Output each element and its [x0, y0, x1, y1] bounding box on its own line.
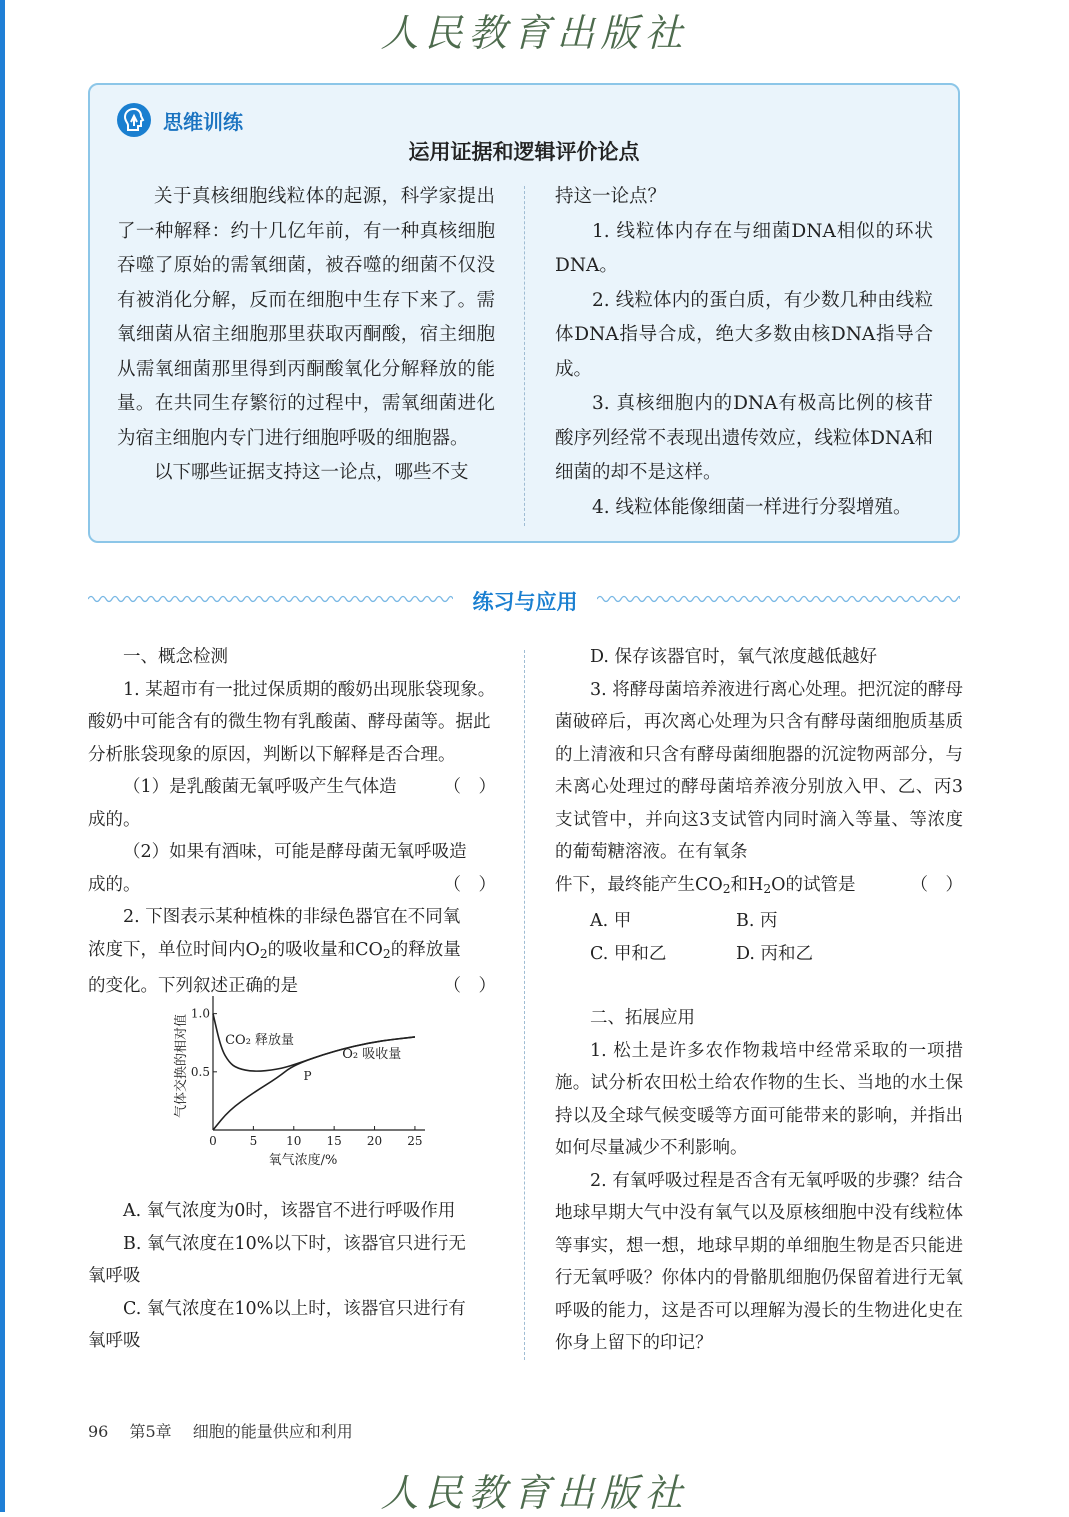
evidence-item: 1. 线粒体内存在与细菌DNA相似的环状DNA。	[555, 220, 933, 276]
thinking-paragraph: 以下哪些证据支持这一论点，哪些不支	[154, 462, 469, 483]
thinking-right-line: 持这一论点？	[555, 186, 667, 207]
y-tick-label: 0.5	[190, 1064, 210, 1079]
x-tick-label: 20	[366, 1134, 383, 1148]
q3-option-d: D. 丙和乙	[736, 943, 814, 964]
q3-option-c: C. 甲和乙	[590, 943, 667, 964]
section-heading: 二、拓展应用	[590, 1008, 695, 1029]
question-2-stem-cont: 浓度下，单位时间内$O_2$的吸收量和$CO_2$的释放量	[88, 939, 461, 961]
page-number: 96	[88, 1422, 109, 1441]
publisher-logo-bottom: 人民教育出版社	[380, 1471, 689, 1515]
q3-option-b: B. 丙	[736, 911, 778, 932]
x-tick-label: 0	[209, 1134, 217, 1148]
thinking-training-label: 思维训练	[163, 110, 243, 134]
practice-left-column	[88, 641, 496, 1003]
option-d: D. 保存该器官时，氧气浓度越低越好	[590, 647, 878, 667]
option-b-cont: 氧呼吸	[88, 1266, 141, 1286]
practice-column-divider	[524, 650, 525, 1360]
answer-parenthesis: （ ）	[443, 777, 496, 797]
question-1-stem: 1. 某超市有一批过保质期的酸奶出现胀袋现象。酸奶中可能含有的微生物有乳酸菌、酵母菌等。据此分析胀袋现象的原因，判断以下解释是否合理。	[88, 679, 496, 765]
header-wave-left	[88, 592, 453, 606]
o2-series-label: O₂ 吸收量	[342, 1046, 402, 1062]
question-1-part-2: （2）如果有酒味，可能是酵母菌无氧呼吸造	[123, 842, 467, 862]
thinking-column-divider	[524, 186, 525, 526]
extension-question-1: 1. 松土是许多农作物栽培中经常采取的一项措施。试分析农田松土给农作物的生长、当地的水土保持以及全球气候变暖等方面可能带来的影响，并指出如何尽量减少不利影响。	[555, 1040, 963, 1159]
evidence-item: 3. 真核细胞内的DNA有极高比例的核苷酸序列经常不表现出遗传效应，线粒体DNA和细菌的却不是这样。	[555, 393, 933, 483]
thinking-paragraph: 关于真核细胞线粒体的起源，科学家提出了一种解释：约十几亿年前，有一种真核细胞吞噬了原始的需氧细菌，被吞噬的细菌不仅没有被消化分解，反而在细胞中生存下来了。需氧细菌从宿主细胞那里获取丙酮酸，宿主细胞从需氧细菌那里得到丙酮酸氧化分解释放的能量。在共同生存繁衍的过程中，需氧细菌进化为宿主细胞内专门进行细胞呼吸的细胞器。	[117, 186, 495, 449]
answer-parenthesis: （ ）	[443, 976, 496, 997]
oxygen-exchange-chart	[165, 990, 435, 1170]
question-3-stem: 3. 将酵母菌培养液进行离心处理。把沉淀的酵母菌破碎后，再次离心处理为只含有酵母菌细胞质基质的上清液和只含有酵母菌细胞器的沉淀物两部分，与未离心处理过的酵母菌培养液分别放入甲、乙、丙3支试管中，并向这3支试管内同时滴入等量、等浓度的葡萄糖溶液。在有氧条	[555, 679, 963, 862]
point-p-label: P	[303, 1068, 312, 1083]
x-tick-label: 15	[326, 1134, 342, 1148]
option-a: A. 氧气浓度为0时，该器官不进行呼吸作用	[123, 1201, 456, 1221]
y-axis-label: 气体交换的相对值	[174, 1013, 189, 1119]
practice-section-title: 练习与应用	[472, 590, 578, 614]
co2-series-label: CO₂ 释放量	[225, 1032, 295, 1048]
left-edge-bar	[0, 0, 5, 1512]
question-3-options-row-2	[555, 938, 963, 971]
question-2-options	[88, 1195, 496, 1358]
x-axis-label: 氧气浓度/%	[268, 1153, 338, 1168]
question-1-part-2-cont: 成的。 （ ）	[88, 869, 496, 902]
thinking-right-column	[555, 180, 933, 525]
question-1-part-1: （1）是乳酸菌无氧呼吸产生气体造成的。 （ ）	[88, 771, 496, 836]
practice-right-column	[555, 641, 963, 1360]
question-3-options-row-1	[555, 905, 963, 938]
thinking-title: 运用证据和逻辑评价论点	[408, 140, 640, 164]
x-tick-label: 25	[407, 1134, 423, 1148]
evidence-item: 2. 线粒体内的蛋白质，有少数几种由线粒体DNA指导合成，绝大多数由核DNA指导合成。	[555, 289, 933, 380]
q3-option-a: A. 甲	[590, 911, 632, 932]
option-c-cont: 氧呼吸	[88, 1331, 141, 1351]
answer-parenthesis: （ ）	[910, 874, 963, 895]
chapter-number: 第5章	[129, 1422, 172, 1441]
page-footer	[88, 1419, 369, 1442]
question-2-stem: 2. 下图表示某种植株的非绿色器官在不同氧	[123, 907, 461, 927]
option-c: C. 氧气浓度在10%以上时，该器官只进行有	[123, 1298, 466, 1319]
header-wave-right	[597, 592, 960, 606]
section-heading: 一、概念检测	[123, 647, 228, 667]
extension-question-2: 2. 有氧呼吸过程是否含有无氧呼吸的步骤？结合地球早期大气中没有氧气以及原核细胞中没有线粒体等事实，想一想，地球早期的单细胞生物是否只能进行无氧呼吸？你体内的骨骼肌细胞仍保留着进行无氧呼吸的能力，这是否可以理解为漫长的生物进化史在你身上留下的印记？	[555, 1170, 963, 1354]
x-tick-label: 5	[249, 1134, 258, 1148]
option-b: B. 氧气浓度在10%以下时，该器官只进行无	[123, 1233, 466, 1254]
publisher-logo-top: 人民教育出版社	[380, 11, 689, 55]
x-tick-label: 10	[286, 1134, 302, 1148]
thinking-left-column	[117, 180, 495, 491]
y-tick-label: 1.0	[190, 1006, 210, 1021]
question-3-stem-end: 件下，最终能产生$CO_2$和$H_2O$的试管是 （ ）	[555, 869, 963, 906]
answer-parenthesis: （ ）	[443, 874, 496, 895]
chapter-title: 细胞的能量供应和利用	[192, 1422, 353, 1441]
evidence-item: 4. 线粒体能像细菌一样进行分裂增殖。	[592, 496, 912, 518]
lightbulb-head-icon	[116, 102, 152, 138]
question-2-stem-end: 的变化。下列叙述正确的是 （ ）	[88, 970, 496, 1003]
